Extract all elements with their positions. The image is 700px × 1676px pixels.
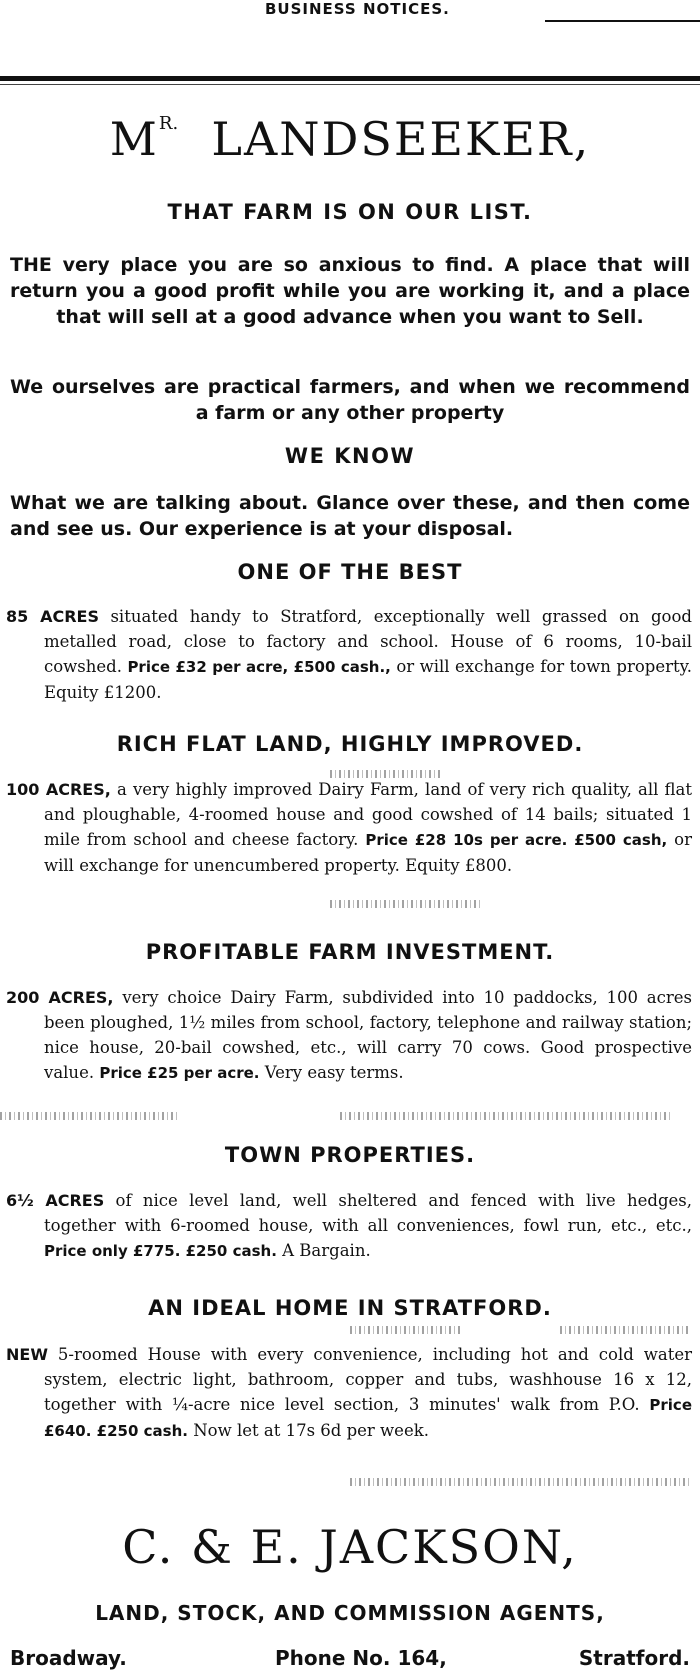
listing-price: Price £28 10s per acre. £500 cash,	[365, 831, 668, 849]
listing-after: or will exchange for town property. Equity £1200.	[44, 657, 692, 702]
listing-text: a very highly improved Dairy Farm, land of very rich quality, all flat and ploughable, 4-roomed house and good cowshed of 14 bails; situated 1 mile from school and cheese factory.	[44, 780, 692, 849]
headline-prefix: M	[109, 112, 159, 166]
listing-after: or will exchange for unencumbered property. Equity £800.	[44, 830, 692, 875]
listing-heading: ONE OF THE BEST	[237, 560, 463, 584]
listing-lead: 85 ACRES	[6, 607, 99, 626]
listing-price: Price £32 per acre, £500 cash.,	[127, 658, 391, 676]
listing-price: Price only £775. £250 cash.	[44, 1242, 277, 1260]
listing-price: Price £25 per acre.	[99, 1064, 260, 1082]
subheadline: THAT FARM IS ON OUR LIST.	[167, 200, 533, 224]
print-speckle	[350, 1478, 690, 1486]
agent-subtitle: LAND, STOCK, AND COMMISSION AGENTS,	[95, 1601, 605, 1625]
listing-text: situated handy to Stratford, exceptionally well grassed on good metalled road, close to factory and school. House of 6 rooms, 10-bail cowshed.	[44, 607, 692, 676]
print-speckle	[340, 1112, 670, 1120]
listing-after: Now let at 17s 6d per week.	[187, 1421, 429, 1440]
print-speckle	[0, 1112, 180, 1120]
section-title: BUSINESS NOTICES.	[265, 0, 450, 18]
listing-lead: 6½ ACRES	[6, 1191, 105, 1210]
listing-lead: 200 ACRES,	[6, 988, 114, 1007]
listing-item	[6, 1342, 692, 1444]
listing-heading: TOWN PROPERTIES.	[224, 1143, 476, 1167]
listing-item	[6, 985, 692, 1086]
listing-item	[6, 604, 692, 705]
headline-prefix-sup: R.	[158, 113, 179, 134]
address-town: Stratford.	[578, 1646, 690, 1670]
print-speckle	[350, 1326, 460, 1334]
listing-heading: PROFITABLE FARM INVESTMENT.	[145, 940, 555, 964]
listing-lead: 100 ACRES,	[6, 780, 111, 799]
address-phone: Phone No. 164,	[275, 1646, 447, 1670]
listing-text: of nice level land, well sheltered and fenced with live hedges, together with 6-roomed house, with all conveniences, fowl run, etc., etc.,	[44, 1191, 692, 1235]
agent-address	[10, 1646, 690, 1674]
header-rule	[545, 20, 700, 22]
listing-lead: NEW	[6, 1345, 48, 1364]
listing-text: very choice Dairy Farm, subdivided into 10 paddocks, 100 acres been ploughed, 1½ miles from school, factory, telephone and railway station; nice house, 20-bail cowshed, etc., will carry 70 cows. Good prospective value.	[44, 988, 692, 1082]
intro-paragraph-3: What we are talking about. Glance over these, and then come and see us. Our experience is at your disposal.	[10, 492, 690, 540]
address-street: Broadway.	[10, 1646, 127, 1670]
intro-paragraph-1: THE very place you are so anxious to find. A place that will return you a good profit while you are working it, and a place that will sell at a good advance when you want to Sell.	[10, 254, 690, 328]
headline-main: LANDSEEKER,	[211, 112, 591, 166]
listing-heading: RICH FLAT LAND, HIGHLY IMPROVED.	[116, 732, 584, 756]
page-header	[0, 0, 700, 30]
print-speckle	[330, 900, 480, 908]
listing-after: A Bargain.	[276, 1241, 371, 1260]
listing-price: Price £640. £250 cash.	[44, 1396, 692, 1440]
top-rule-thin	[0, 84, 700, 85]
listing-item	[6, 1188, 692, 1264]
headline	[0, 112, 700, 166]
we-know-heading: WE KNOW	[284, 444, 416, 468]
intro-paragraph-2: We ourselves are practical farmers, and when we recommend a farm or any other property	[10, 376, 690, 424]
listing-heading: AN IDEAL HOME IN STRATFORD.	[148, 1296, 552, 1320]
agent-name: C. & E. JACKSON,	[122, 1520, 578, 1574]
listing-after: Very easy terms.	[259, 1063, 404, 1082]
listing-item	[6, 777, 692, 878]
listing-text: 5-roomed House with every convenience, including hot and cold water system, electric light, bathroom, copper and tubs, washhouse 16 x 12, together with ¼-acre nice level section, 3 minutes' walk from P.O.	[44, 1345, 692, 1414]
print-speckle	[560, 1326, 690, 1334]
top-rule	[0, 76, 700, 81]
